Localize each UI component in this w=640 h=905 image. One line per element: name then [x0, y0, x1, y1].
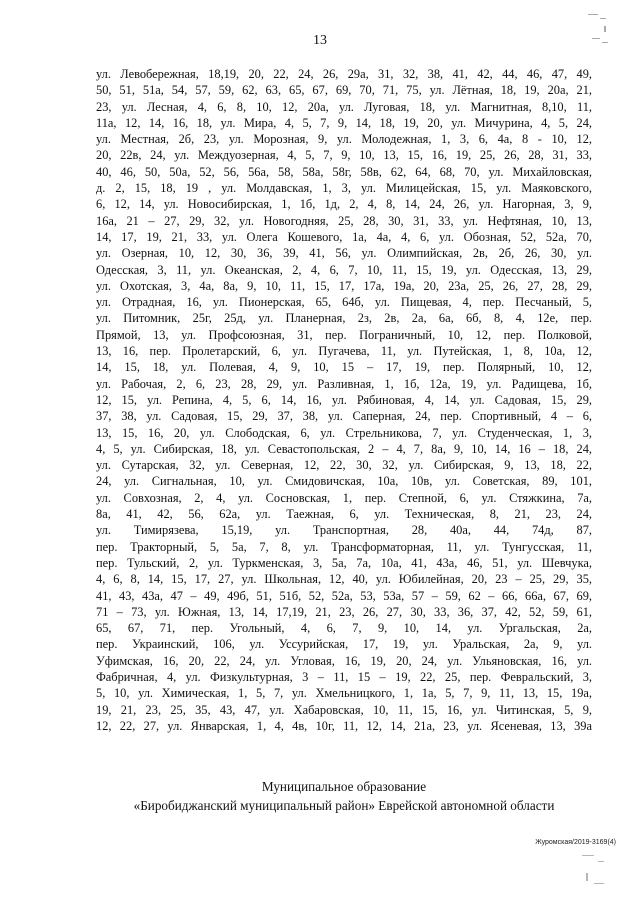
text-line: 11а, 12, 14, 16, 18, ул. Мира, 4, 5, 7, 9, 14, 18, 19, 20, ул. Мичурина, 4, 5, 24, [96, 115, 592, 130]
text-line: д. 2, 15, 18, 19 , ул. Молдавская, 1, 3, ул. Милицейская, 15, ул. Маяковского, [96, 181, 592, 196]
text-line: 20, 22в, 24, ул. Междуозерная, 4, 5, 7, 9, 10, 13, 15, 16, 19, 25, 26, 28, 31, 33, [96, 148, 592, 163]
text-line: 5, 10, ул. Химическая, 1, 5, 7, ул. Хмельницкого, 1, 1а, 5, 7, 9, 11, 13, 15, 19а, [96, 686, 592, 701]
text-line: ул. Отрадная, 16, ул. Пионерская, 65, 64б, ул. Пищевая, 4, пер. Песчаный, 5, [96, 295, 592, 310]
text-line: ул. Питомник, 25г, 25д, ул. Планерная, 2з, 2в, 2а, 6а, 6б, 8, 4, 12е, пер. [96, 311, 592, 326]
text-line: 19, 21, 23, 25, 35, 43, 47, ул. Хабаровская, 10, 11, 15, 16, ул. Читинская, 5, 9, [96, 702, 592, 717]
text-line: 71 – 73, ул. Южная, 13, 14, 17,19, 21, 23, 26, 27, 30, 33, 36, 37, 42, 52, 59, 61, [96, 604, 592, 619]
text-line: 13, 15, 16, 20, ул. Слободская, 6, ул. Стрельникова, 7, ул. Студенческая, 1, 3, [96, 425, 592, 440]
text-line: 23, ул. Лесная, 4, 6, 8, 10, 12, 20а, ул. Луговая, 18, ул. Магнитная, 8,10, 11, [96, 99, 592, 114]
text-line: 41, 43, 43а, 47 – 49, 49б, 51, 51б, 52, 52а, 53, 53а, 57 – 59, 62 – 66, 66а, 67, 69, [96, 588, 592, 603]
text-line: 50, 51, 51а, 54, 57, 59, 62, 63, 65, 67, 69, 70, 71, 75, ул. Лётная, 18, 19, 20а, 21, [96, 83, 592, 98]
text-line: 6, 12, 14, ул. Новосибирская, 1, 1б, 1д, 2, 4, 8, 14, 24, 26, ул. Нагорная, 3, 9, [96, 197, 592, 212]
text-line: ул. Совхозная, 2, 4, ул. Сосновская, 1, пер. Степной, 6, ул. Стяжкина, 7а, [96, 490, 592, 505]
text-line: Одесская, 3, 11, ул. Океанская, 2, 4, 6, 7, 10, 11, 15, 19, ул. Одесская, 13, 29, [96, 262, 592, 277]
municipality-heading-line-2: «Биробиджанский муниципальный район» Еврейской автономной области [133, 798, 555, 813]
text-line: 16а, 21 – 27, 29, 32, ул. Новогодняя, 25, 28, 30, 31, 33, ул. Нефтяная, 10, 13, [96, 213, 592, 228]
document-reference-code: Журомская/2019-3169(4) [535, 839, 616, 846]
text-line: 4, 5, ул. Сибирская, 18, ул. Севастопольская, 2 – 4, 7, 8а, 9, 10, 14, 16 – 18, 24, [96, 441, 592, 456]
text-line: 8а, 41, 42, 56, 62а, ул. Таежная, 6, ул. Техническая, 8, 21, 23, 24, [96, 507, 592, 522]
text-line: ул. Тимирязева, 15,19, ул. Транспортная, 28, 40а, 44, 74д, 87, [96, 523, 592, 538]
page-number: 13 [313, 33, 327, 48]
scan-artifact-bottom [578, 851, 610, 891]
text-line: ул. Рабочая, 2, 6, 23, 28, 29, ул. Разливная, 1, 1б, 12а, 19, ул. Радищева, 1б, [96, 376, 592, 391]
text-line: 37, 38, ул. Садовая, 15, 29, 37, 38, ул. Саперная, 24, пер. Спортивный, 4 – 6, [96, 409, 592, 424]
text-line: 14, 17, 19, 21, 33, ул. Олега Кошевого, 1а, 4а, 4, 6, ул. Обозная, 52, 52а, 70, [96, 229, 592, 244]
text-line: ул. Сутарская, 32, ул. Северная, 12, 22, 30, 32, ул. Сибирская, 9, 13, 18, 22, [96, 458, 592, 473]
address-list-text [96, 66, 592, 734]
text-line: 40, 46, 50, 50а, 52, 56, 56а, 58, 58а, 58г, 58в, 62, 64, 68, 70, ул. Михайловская, [96, 164, 592, 179]
text-line: 24, ул. Сигнальная, 10, ул. Смидовичская, 10а, 10в, ул. Советская, 89, 101, [96, 474, 592, 489]
text-line: 12, 22, 27, ул. Январская, 1, 4, 4в, 10г, 11, 12, 14, 21а, 23, ул. Ясеневая, 13, 39а [96, 718, 592, 733]
text-line: ул. Левобережная, 18,19, 20, 22, 24, 26, 29а, 31, 32, 38, 41, 42, 44, 46, 47, 49, [96, 67, 592, 81]
text-line: 14, 15, 18, ул. Полевая, 4, 9, 10, 15 – 17, 19, пер. Полярный, 10, 12, [96, 360, 592, 375]
text-line: Фабричная, 4, ул. Физкультурная, 3 – 11, 15 – 19, 22, 25, пер. Февральский, 3, [96, 669, 592, 684]
text-line: пер. Тракторный, 5, 5а, 7, 8, ул. Трансформаторная, 11, ул. Тунгусская, 11, [96, 539, 592, 554]
text-line: 65, 67, 71, пер. Угольный, 4, 6, 7, 9, 10, 14, ул. Ургальская, 2а, [96, 621, 592, 636]
text-line: пер. Украинский, 106, ул. Уссурийская, 17, 19, ул. Уральская, 2а, 9, ул. [96, 637, 592, 652]
text-line: 4, 6, 8, 14, 15, 17, 27, ул. Школьная, 12, 40, ул. Юбилейная, 20, 23 – 25, 29, 35, [96, 572, 592, 587]
text-line: пер. Тульский, 2, ул. Туркменская, 3, 5а, 7а, 10а, 41, 43а, 46, 51, ул. Шевчука, [96, 555, 592, 570]
text-line: 13, 16, пер. Пролетарский, 6, ул. Пугачева, 11, ул. Путейская, 1, 8, 10а, 12, [96, 344, 592, 359]
text-line: Уфимская, 16, 20, 22, 24, ул. Угловая, 16, 19, 20, 24, ул. Ульяновская, 16, ул. [96, 653, 592, 668]
text-line: ул. Местная, 2б, 23, ул. Морозная, 9, ул. Молодежная, 1, 3, 6, 4а, 8 - 10, 12, [96, 132, 592, 147]
text-line: Прямой, 13, ул. Профсоюзная, 31, пер. Пограничный, 10, 12, пер. Полковой, [96, 327, 592, 342]
text-line: 12, 15, ул. Репина, 4, 5, 6, 14, 16, ул. Рябиновая, 4, 14, ул. Садовая, 15, 29, [96, 392, 592, 407]
scan-artifact-top [582, 12, 612, 54]
text-line: ул. Озерная, 10, 12, 30, 36, 39, 41, 56, ул. Олимпийская, 2в, 2б, 26, 30, ул. [96, 246, 592, 261]
municipality-heading-line-1: Муниципальное образование [261, 779, 427, 794]
text-line: ул. Охотская, 3, 4а, 8а, 9, 10, 11, 15, 17, 17а, 19а, 20, 23а, 25, 26, 27, 28, 29, [96, 278, 592, 293]
